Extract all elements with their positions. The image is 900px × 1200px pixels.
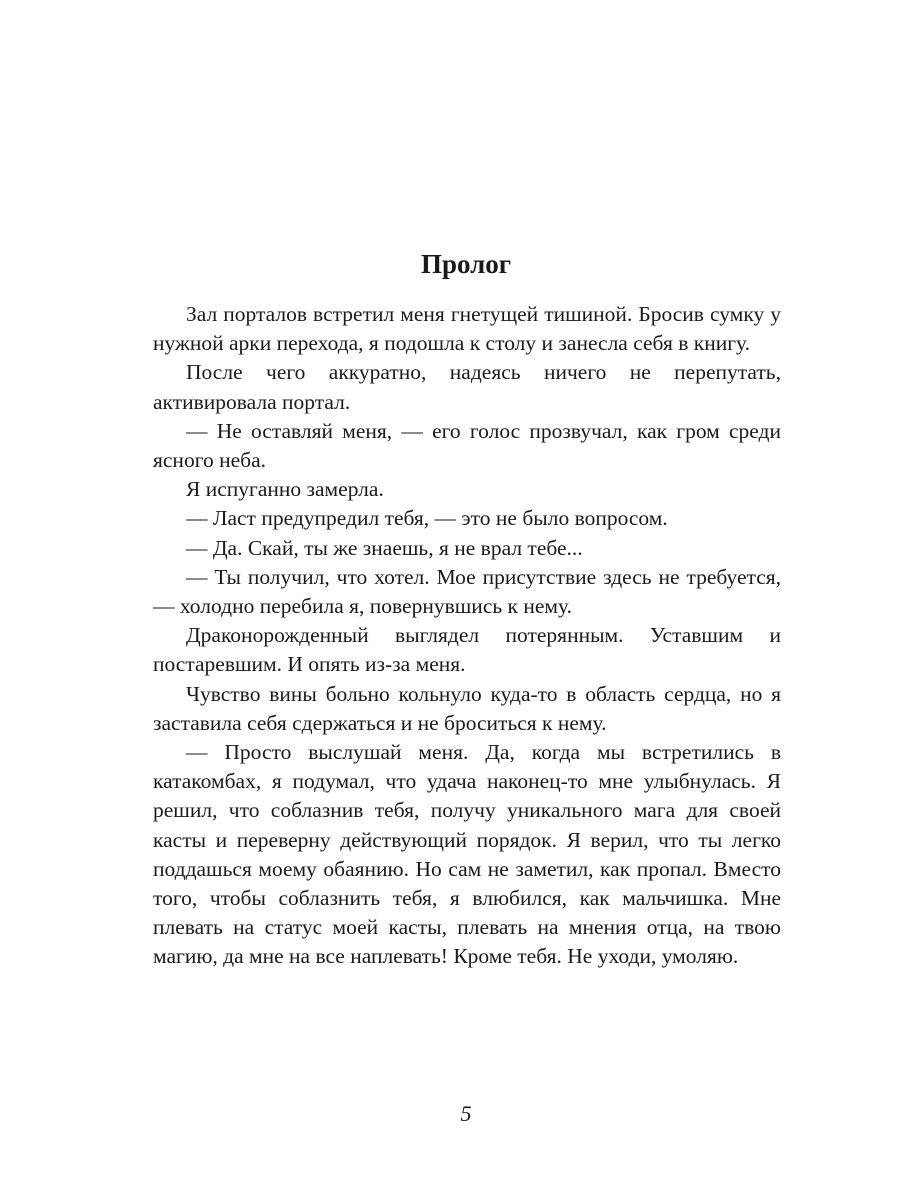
paragraph: Драконорожденный выглядел потерянным. Уставшим и постаревшим. И опять из-за меня. [153,623,781,677]
paragraph: Я испуганно замерла. [186,477,384,502]
chapter-title: Пролог [420,249,512,279]
chapter-text [153,300,781,972]
paragraph: — Да. Скай, ты же знаешь, я не врал тебе... [186,535,583,560]
page-number: 5 [460,1101,472,1126]
paragraph: Чувство вины больно кольнуло куда-то в область сердца, но я заставила себя сдержаться и не броситься к нему. [153,681,781,735]
paragraph: — Ты получил, что хотел. Мое присутствие здесь не требуется, — холодно перебила я, повернувшись к нему. [153,564,781,619]
paragraph: — Просто выслушай меня. Да, когда мы встретились в катакомбах, я подумал, что удача наконец-то мне улыбнулась. Я решил, что соблазнив тебя, получу уникального мага для своей касты и переверну действующий порядок. Я верил, что ты легко поддашься моему обаянию. Но сам не заметил, как пропал. Вместо того, чтобы соблазнить тебя, я влюбился, как мальчишка. Мне плевать на статус моей касты, плевать на мнения отца, на твою магию, да мне на все наплевать! Кроме тебя. Не уходи, умоляю. [153,740,781,969]
paragraph: — Не оставляй меня, — его голос прозвучал, как гром среди ясного неба. [153,418,781,473]
paragraph: Зал порталов встретил меня гнетущей тишиной. Бросив сумку у нужной арки перехода, я подошла к столу и занесла себя в книгу. [153,302,781,356]
paragraph: — Ласт предупредил тебя, — это не было вопросом. [186,506,668,531]
paragraph: После чего аккуратно, надеясь ничего не перепутать, активировала портал. [153,360,781,414]
